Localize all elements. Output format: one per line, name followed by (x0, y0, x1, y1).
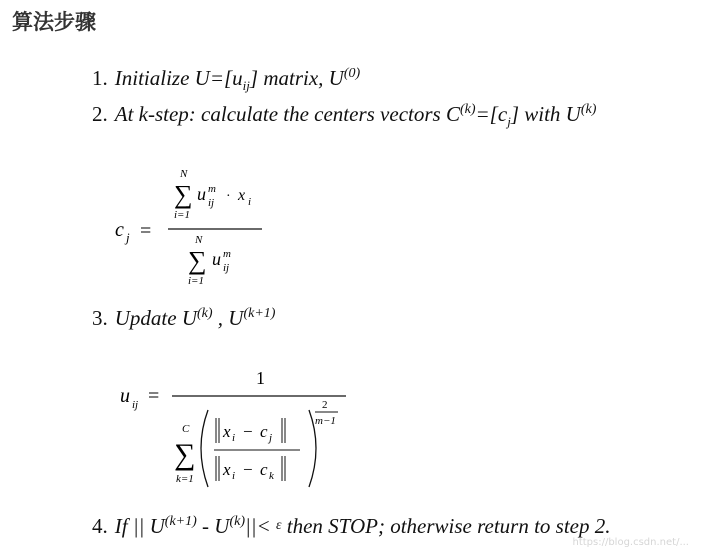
svg-text:∑: ∑ (174, 180, 193, 209)
svg-text:ij: ij (208, 197, 215, 209)
step-3 (92, 306, 275, 331)
svg-text:i: i (232, 470, 236, 482)
svg-text:1: 1 (256, 368, 265, 388)
step-3-number: 3. (92, 306, 108, 330)
watermark-text: https://blog.csdn.net/... (572, 537, 689, 548)
svg-text:−: − (243, 460, 253, 479)
step-2-text: At k-step: calculate the centers vectors $C^{(k)}=[c_j]$ with $U^{(k)}$ (114, 102, 597, 130)
svg-text:k=1: k=1 (176, 473, 194, 485)
centroid-formula (110, 160, 280, 300)
svg-text:ij: ij (132, 399, 139, 411)
svg-text:m: m (208, 183, 216, 195)
svg-text:x: x (223, 460, 231, 479)
svg-text:k: k (269, 470, 274, 482)
svg-text:i=1: i=1 (188, 275, 204, 287)
svg-text:u: u (212, 249, 221, 269)
svg-text:=: = (148, 385, 160, 407)
svg-text:i: i (232, 432, 236, 444)
svg-text:u: u (197, 184, 206, 204)
svg-text:∑: ∑ (188, 246, 207, 275)
svg-text:c: c (115, 219, 124, 241)
svg-text:∑: ∑ (174, 438, 196, 471)
step-2-number: 2. (92, 102, 108, 126)
svg-text:m−1: m−1 (315, 415, 336, 427)
svg-text:2: 2 (322, 399, 328, 411)
svg-text:N: N (180, 168, 188, 180)
svg-text:ij: ij (223, 262, 230, 274)
svg-text:x: x (238, 187, 246, 204)
section-title: 算法步骤 (12, 10, 96, 34)
svg-text:u: u (120, 385, 130, 407)
membership-formula (110, 360, 370, 510)
step-2 (92, 102, 596, 130)
svg-text:·: · (226, 189, 231, 204)
step-4-number: 4. (92, 514, 108, 538)
svg-text:=: = (140, 220, 152, 242)
svg-text:N: N (195, 234, 203, 246)
svg-text:i: i (248, 196, 252, 208)
step-3-text: Update $U^{(k)}$ , $U^{(k+1)}$ (114, 306, 276, 330)
svg-text:c: c (260, 422, 268, 441)
step-1-number: 1. (92, 66, 108, 90)
svg-text:x: x (223, 422, 231, 441)
svg-text:c: c (260, 460, 268, 479)
svg-text:j: j (126, 230, 130, 245)
step-4 (92, 514, 611, 539)
step-1 (92, 66, 360, 94)
svg-text:i=1: i=1 (174, 209, 190, 221)
svg-text:−: − (243, 422, 253, 441)
svg-text:m: m (223, 248, 231, 260)
step-1-text: Initialize $U=[u_{ij}]$ matrix, $U^{(0)}$ (114, 66, 361, 94)
step-4-text: If || $U^{(k+1)} - U^{(k)}||< \varepsilon$ then STOP; otherwise return to step 2. (114, 514, 611, 538)
svg-text:C: C (182, 423, 190, 435)
svg-text:j: j (269, 432, 273, 444)
